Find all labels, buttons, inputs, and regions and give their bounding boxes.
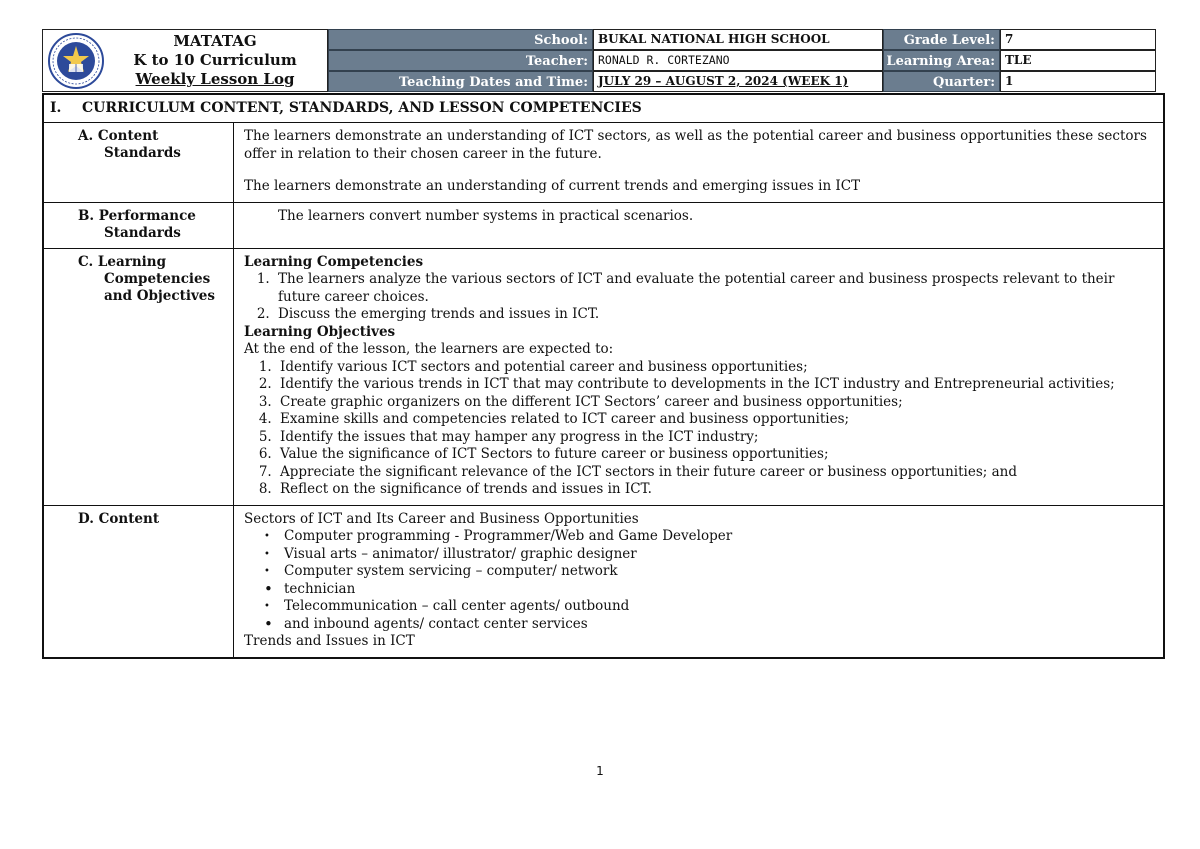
objectives-intro: At the end of the lesson, the learners are expected to: — [244, 341, 614, 357]
list-item: • Visual arts – animator/ illustrator/ graphic designer — [264, 546, 1155, 564]
header-row-teacher — [328, 50, 1156, 71]
header-title-box — [42, 29, 328, 92]
quarter-label: Quarter: — [883, 71, 1000, 92]
content-standards-body — [234, 123, 1163, 202]
list-item: • technician — [264, 581, 1155, 599]
teacher-value: RONALD R. CORTEZANO — [593, 50, 883, 71]
label-line: and Objectives — [104, 287, 215, 304]
content-list — [244, 528, 1155, 633]
header-row-dates — [328, 71, 1156, 92]
content-standard-2: The learners demonstrate an understanding of current trends and emerging issues in ICT — [244, 178, 861, 194]
grade-label: Grade Level: — [883, 29, 1000, 50]
area-label: Learning Area: — [883, 50, 1000, 71]
list-item: 2. Discuss the emerging trends and issues in ICT. — [274, 306, 1155, 324]
list-item: • Computer system servicing – computer/ network — [264, 563, 1155, 581]
header-row-school — [328, 29, 1156, 50]
list-item: 1. Identify various ICT sectors and potential career and business opportunities; — [276, 359, 1155, 377]
page-number: 1 — [596, 764, 604, 778]
list-item: 4. Examine skills and competencies related to ICT career and business opportunities; — [276, 411, 1155, 429]
teacher-label: Teacher: — [328, 50, 593, 71]
objectives-list — [244, 359, 1155, 499]
quarter-value: 1 — [1000, 71, 1156, 92]
label-line: B. Performance — [78, 207, 196, 224]
row-content — [44, 506, 1163, 657]
section-number: I. — [50, 100, 62, 116]
list-item: 5. Identify the issues that may hamper any progress in the ICT industry; — [276, 429, 1155, 447]
performance-standards-body — [234, 203, 1163, 248]
document-header — [42, 29, 1156, 93]
competencies-label — [44, 249, 234, 505]
header-title — [101, 32, 329, 89]
grade-value: 7 — [1000, 29, 1156, 50]
row-performance-standards — [44, 203, 1163, 249]
dates-label: Teaching Dates and Time: — [328, 71, 593, 92]
competencies-heading: Learning Competencies — [244, 253, 424, 270]
list-item: • Telecommunication – call center agents/ outbound — [264, 598, 1155, 616]
label-line: Standards — [104, 145, 181, 161]
title-line-3: Weekly Lesson Log — [135, 70, 295, 88]
label-line: A. Content — [78, 128, 159, 144]
list-item: 2. Identify the various trends in ICT that may contribute to developments in the ICT industry and Entrepreneurial activities; — [276, 376, 1155, 394]
list-item: • Computer programming - Programmer/Web and Game Developer — [264, 528, 1155, 546]
performance-standards-label — [44, 203, 234, 248]
title-line-1: MATATAG — [173, 32, 257, 50]
label-line: Competencies — [104, 270, 211, 287]
content-outro: Trends and Issues in ICT — [244, 633, 415, 649]
list-item: 7. Appreciate the significant relevance of the ICT sectors in their future career or business opportunities; and — [276, 464, 1155, 482]
content-label — [44, 506, 234, 657]
content-body — [234, 506, 1163, 657]
competencies-list — [244, 271, 1155, 324]
dates-value: JULY 29 – AUGUST 2, 2024 (WEEK 1) — [593, 71, 883, 92]
content-standards-label — [44, 123, 234, 202]
row-content-standards — [44, 123, 1163, 203]
list-item: • and inbound agents/ contact center services — [264, 616, 1155, 634]
title-line-2: K to 10 Curriculum — [133, 51, 297, 69]
school-value: BUKAL NATIONAL HIGH SCHOOL — [593, 29, 883, 50]
list-item: 8. Reflect on the significance of trends and issues in ICT. — [276, 481, 1155, 499]
label-line: C. Learning — [78, 253, 167, 270]
area-value: TLE — [1000, 50, 1156, 71]
school-label: School: — [328, 29, 593, 50]
competencies-body — [234, 249, 1163, 505]
section-heading — [44, 95, 1163, 123]
list-item: 1. The learners analyze the various sectors of ICT and evaluate the potential career and business prospects relevant to their future career choices. — [274, 271, 1155, 306]
objectives-heading: Learning Objectives — [244, 323, 396, 340]
content-intro: Sectors of ICT and Its Career and Business Opportunities — [244, 510, 639, 527]
section-title: CURRICULUM CONTENT, STANDARDS, AND LESSON COMPETENCIES — [82, 100, 642, 116]
header-fields — [328, 29, 1156, 92]
performance-standard: The learners convert number systems in practical scenarios. — [278, 207, 694, 224]
list-item: 6. Value the significance of ICT Sectors to future career or business opportunities; — [276, 446, 1155, 464]
curriculum-table — [42, 93, 1165, 659]
label-line: D. Content — [78, 510, 160, 527]
label-line: Standards — [104, 224, 181, 241]
deped-seal-icon — [47, 32, 105, 90]
list-item: 3. Create graphic organizers on the different ICT Sectors’ career and business opportunities; — [276, 394, 1155, 412]
content-standard-1: The learners demonstrate an understanding of ICT sectors, as well as the potential career and business opportunities these sectors offer in relation to their chosen career in the future. — [244, 128, 1147, 162]
row-competencies — [44, 249, 1163, 506]
